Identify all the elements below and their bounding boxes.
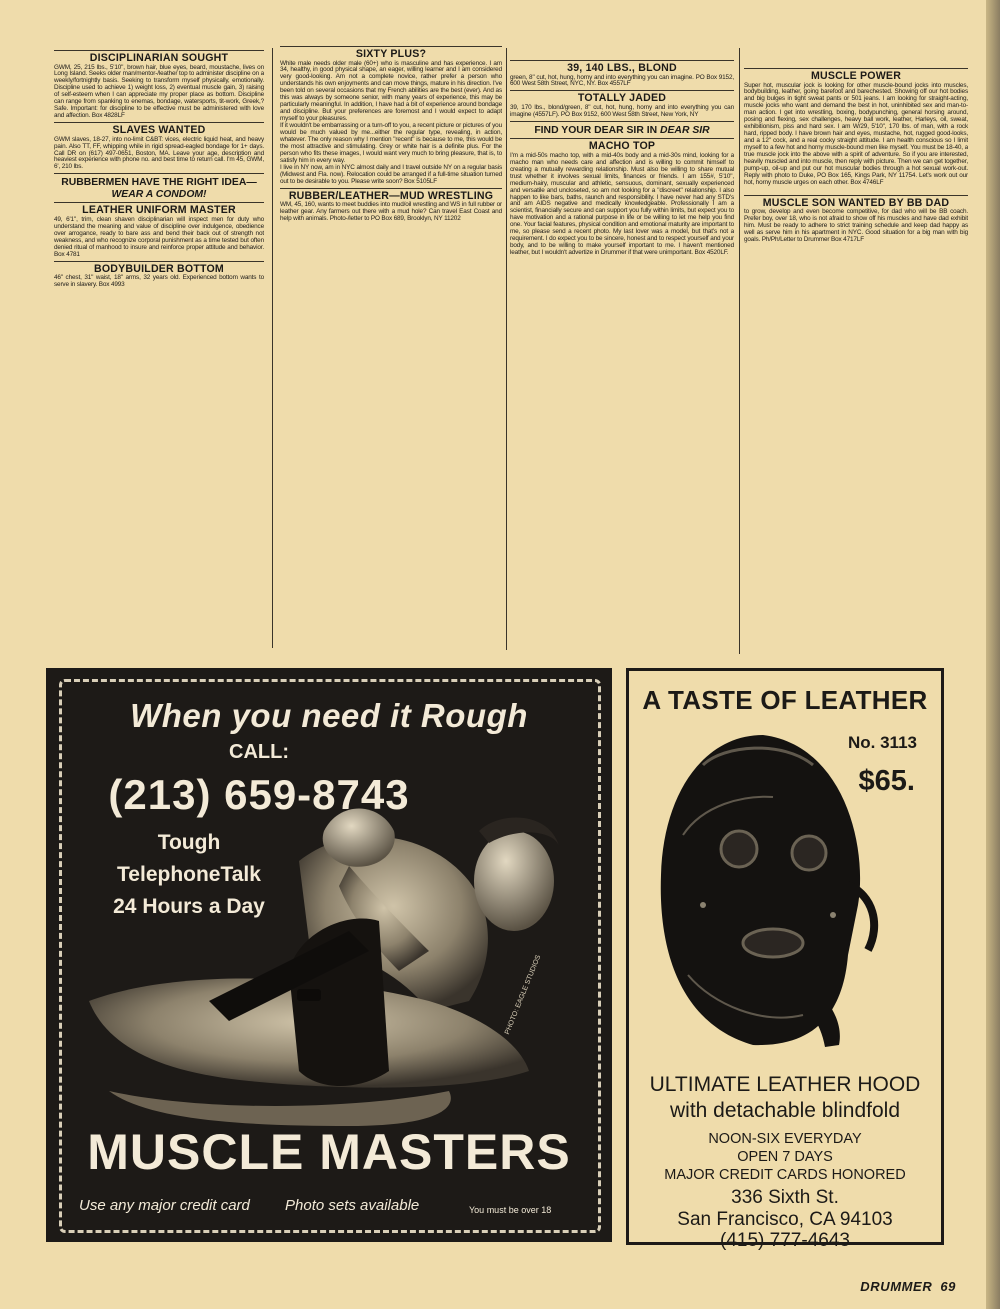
taste-of-leather-ad [626, 668, 944, 1245]
credit-cards: MAJOR CREDIT CARDS HONORED [664, 1167, 906, 1183]
rule [744, 68, 968, 69]
street-address: 336 Sixth St. [731, 1187, 839, 1208]
hours: NOON-SIX EVERYDAY [708, 1131, 862, 1147]
page-footer [860, 1279, 956, 1294]
classified-ad [280, 188, 502, 223]
notice-emphasis: WEAR A CONDOM! [111, 188, 207, 200]
ad-heading: RUBBER/LEATHER—MUD WRESTLING [288, 189, 494, 202]
column-divider [272, 48, 273, 648]
product-detail: with detachable blindfold [670, 1099, 900, 1122]
page-number: 69 [940, 1279, 956, 1294]
ad-heading: SIXTY PLUS? [355, 48, 427, 60]
ad-body: If it wouldn't be embarrassing or a turn-off to you, a recent picture or pictures of you would be much valued by me...either the regular type, revealing, in action, whatever. The only reason why I mention "recent" is because to me, this would be the most attractive and stimulating. Grey or white hair is a definite plus. For the person who fits these images, I would want very much to bring pleasure, that is, to satisfy him in every way. [280, 122, 502, 164]
ad-body: I'm a mid-50s macho top, with a mid-40s body and a mid-30s mind, looking for a macho man who needs care and affection and is willing to commit himself to creating a mutually rewarding relationship. Must also be willing to share mutual trust whether it involves sexual limits, finances or friends. I am 155#, 5'10", medium-hairy, muscular and athletic, sensuous, dominant, sexually experienced and versatile and uncloseted, so am not looking for a "discreet" relationship. I also happen to like bars, baths, raunch and responsibility. I have never had any STD's and am AIDS negative and medically knowledgeable. Professionally I am a scientist, financially secure and can support you fully within limits, but expect you to have motivation and a rational purpose in life or be willing to let me help you find one. Your facial features, physical condition and emotional maturity are important to me, so please send a recent photo. My last lover was a model, but that's not a requirement. I do expect you to be sincere, honest and to respect yourself and your body, and to be willing to make yourself important to me. I haven't mentioned leather, but I wouldn't advertize in Drummer if that were unimportant. Box 4520LF. [510, 151, 734, 257]
notice-text: RUBBERMEN HAVE THE RIGHT IDEA— [61, 177, 257, 189]
ad-body: green, 8" cut, hot, hung, horny and into everything you can imagine. PO Box 9152, 600 West 58th Street, NYC, NY. Box 4557LF [510, 73, 734, 88]
price: $65. [858, 765, 915, 797]
notice-emphasis: DEAR SIR [660, 124, 710, 136]
column-divider [506, 48, 507, 650]
tagline: TelephoneTalk [117, 863, 261, 886]
tagline: Tough [157, 831, 221, 854]
classified-ad [54, 202, 264, 258]
classified-ad [744, 195, 968, 244]
tagline: 24 Hours a Day [113, 895, 265, 918]
ad-body: 49, 6'1", trim, clean shaven disciplinarian will inspect men for duty who understand the meaning and value of discipline over indulgence, obedience over arrogance, ready to bare ass and bend their back out of strength not weakness, and who recognize corporal punishment as a time tested but often denied ritual of manhood to insure and reinforce proper attitude and behavior. Box 4781 [54, 215, 264, 258]
ad-heading: DISCIPLINARIAN SOUGHT [89, 52, 229, 64]
phone-number[interactable]: (213) 659-8743 [108, 771, 410, 818]
classified-columns [52, 46, 984, 658]
page-edge [986, 0, 1000, 1309]
classified-ad [54, 53, 264, 120]
call-label: CALL: [229, 741, 289, 763]
ad-body: GWM slaves, 18-27, into no-limit C&BT: vices, electric liquid heat, and heavy pain. Also TT, FF, whipping while in rigid spread-eagled bondage for 1+ days. Call DR on (617) 497-0651, Boston, MA. Leave your age, description and heaviest experience with phone no. and best time to return call. I'm 45, GWM, 6', 210 lbs. [54, 135, 264, 171]
classified-ad [510, 90, 734, 118]
notice-text: FIND YOUR DEAR SIR IN [534, 124, 660, 136]
classified-ad [54, 261, 264, 289]
ad-body: GWM, 25, 215 lbs., 5'10", brown hair, blue eyes, beard, moustache, lives on Long Island. Seeks older man/mentor-/leather top to administer discipline on a weekly/fortnightly basis. Seeking to transform myself physically, emotionally. Discipline used to achieve 1) weight loss, 2) eventual muscle gain, 3) raising of self-esteem when I can appreciate my proper place as bottom. Discipline can range from spanking to enemas, bondage, watersports, tit-work, Greek,? Safe. Important: for discipline to be effective must be administered with love and affection. Box 4828LF [54, 63, 264, 120]
rule [280, 46, 502, 47]
column-divider [739, 48, 740, 654]
classified-ad [510, 138, 734, 257]
condom-notice [54, 173, 264, 200]
photo-sets-note: Photo sets available [285, 1197, 420, 1214]
ad-body: 46" chest, 31" waist, 18" arms, 32 years old. Experienced bottom wants to serve in slavery. Box 4993 [54, 274, 264, 289]
column-2 [280, 48, 502, 652]
days-open: OPEN 7 DAYS [737, 1149, 833, 1165]
classified-ad [744, 71, 968, 187]
ad-body: to grow, develop and even become competitive, for dad who will be BB coach. Prefer boy, over 18, who is not afraid to show off his muscles and have dad exhibit him. Must be ready to adhere to strict training schedule and keep dad happy as well as serve him in his apartment in NYC. Good situation for a big man with big goals. Ph/Ph/Letter to Drummer Box 4717LF [744, 208, 968, 244]
ad-heading: 39, 140 LBS., BLOND [567, 62, 677, 74]
ad-body: Super hot, muscular jock is looking for other muscle-bound jocks into muscles, bodybuilding, leather, going barefoot and barechested. Showing off our hot bodies and big bulges in tight sweat pants or 501 jeans. I am looking for straight-acting, muscle jocks who want and demand the best in hot, uninhibited sex and man-to-man action. I get into wrestling, boxing, bodypunching, general horsing around, posing and flexing, sex challenges, heavy ball work, leather, Harleys, oil, sweat, exhibitionism, piss and hard sex. I am W/29, 5'10", 170 lbs. of man, with a rock hard, ripped body. I have brown hair and eyes, mustache, hot, rugged good-looks, and a 12" cock, and a real cocky straight attitude. I am health conscious so I limit myself to a few hot and horny muscle-bound men like myself. You must be 18-40, a true muscle jock into the above with a spirit of adventure. So if you are interested, heavily muscled and into muscle, then reply with picture. Then we can get together, pump-up, oil-up and put our hot muscular bodies through a hot sexual work-out. Reply with photo to Duke, PO Box 165, Kings Park, NY 11754. Let's work out our hot, horny muscle urges on each other. Box 4746LF [744, 81, 968, 186]
product-name: ULTIMATE LEATHER HOOD [649, 1073, 921, 1096]
ad-heading: SLAVES WANTED [112, 124, 206, 137]
rule [54, 50, 264, 51]
rule [510, 60, 734, 61]
ad-heading: MUSCLE SON WANTED BY BB DAD [762, 196, 950, 209]
product-number: No. 3113 [848, 733, 917, 752]
magazine-name: DRUMMER [860, 1279, 933, 1294]
ad-title: A TASTE OF LEATHER [642, 685, 928, 715]
ad-body: 39, 170 lbs., blond/green, 8" cut, hot, hung, horny and into everything you can imagine (4557LF). PO Box 9152, 600 West 58th Street, New York, NY [510, 103, 734, 118]
photo-credit: PHOTO: EAGLE STUDIOS [504, 954, 543, 1036]
column-1 [54, 52, 264, 652]
column-4 [744, 70, 968, 652]
brand-name: MUSCLE MASTERS [87, 1124, 571, 1180]
ad-body: WM, 45, 160, wants to meet buddies into mud/oil wrestling and WS in full rubber or leather gear. Any farmers out there with a mud hole? Can travel East Coast and help with animals. Photo-/letter to PO Box 689, Brooklyn, NY 11202 [280, 201, 502, 223]
ad-heading: LEATHER UNIFORM MASTER [82, 204, 236, 217]
classified-ad [280, 49, 502, 186]
ad-body: I live in NY now, am in NYC almost daily and I travel outside NY on a regular basis (Midwest and Fla. now). Relocation could be arranged if a full-time situation turned out to be desirable to you. Please write soon? Box 5105LF [280, 163, 502, 185]
leather-hood-illustration [643, 725, 893, 1055]
ad-body: White male needs older male (60+) who is masculine and has experience. I am 34, healthy, in good physical shape, an eager, willing learner and I am considered very good-looking. Am not a complete novice, rather prefer a person who understands his own enjoyments and can move things, mature in his direction. I've been told on several occasions that my French abilities are the best (ever). And as this was always by someone senior, with many years of experience, this may be particularly meaningful. In addition, I have had a bit of experience around bondage and discipline. But your preferences are foremost and I would expect to adapt myself to your pleasures. [280, 59, 502, 123]
column-3 [510, 62, 734, 652]
ad-heading: MUSCLE POWER [810, 70, 902, 82]
classified-ad [510, 63, 734, 88]
muscle-masters-ad [46, 668, 612, 1242]
age-notice: You must be over 18 [469, 1205, 552, 1215]
store-phone[interactable]: (415) 777-4643 [720, 1230, 850, 1251]
ad-headline: When you need it Rough [130, 697, 528, 734]
credit-card-note: Use any major credit card [79, 1197, 250, 1214]
ad-heading: TOTALLY JADED [577, 92, 667, 105]
ad-heading: MACHO TOP [588, 140, 656, 153]
ad-heading: BODYBUILDER BOTTOM [94, 262, 224, 275]
city-address: San Francisco, CA 94103 [677, 1209, 893, 1230]
dear-sir-notice [510, 121, 734, 137]
classified-ad [54, 122, 264, 171]
